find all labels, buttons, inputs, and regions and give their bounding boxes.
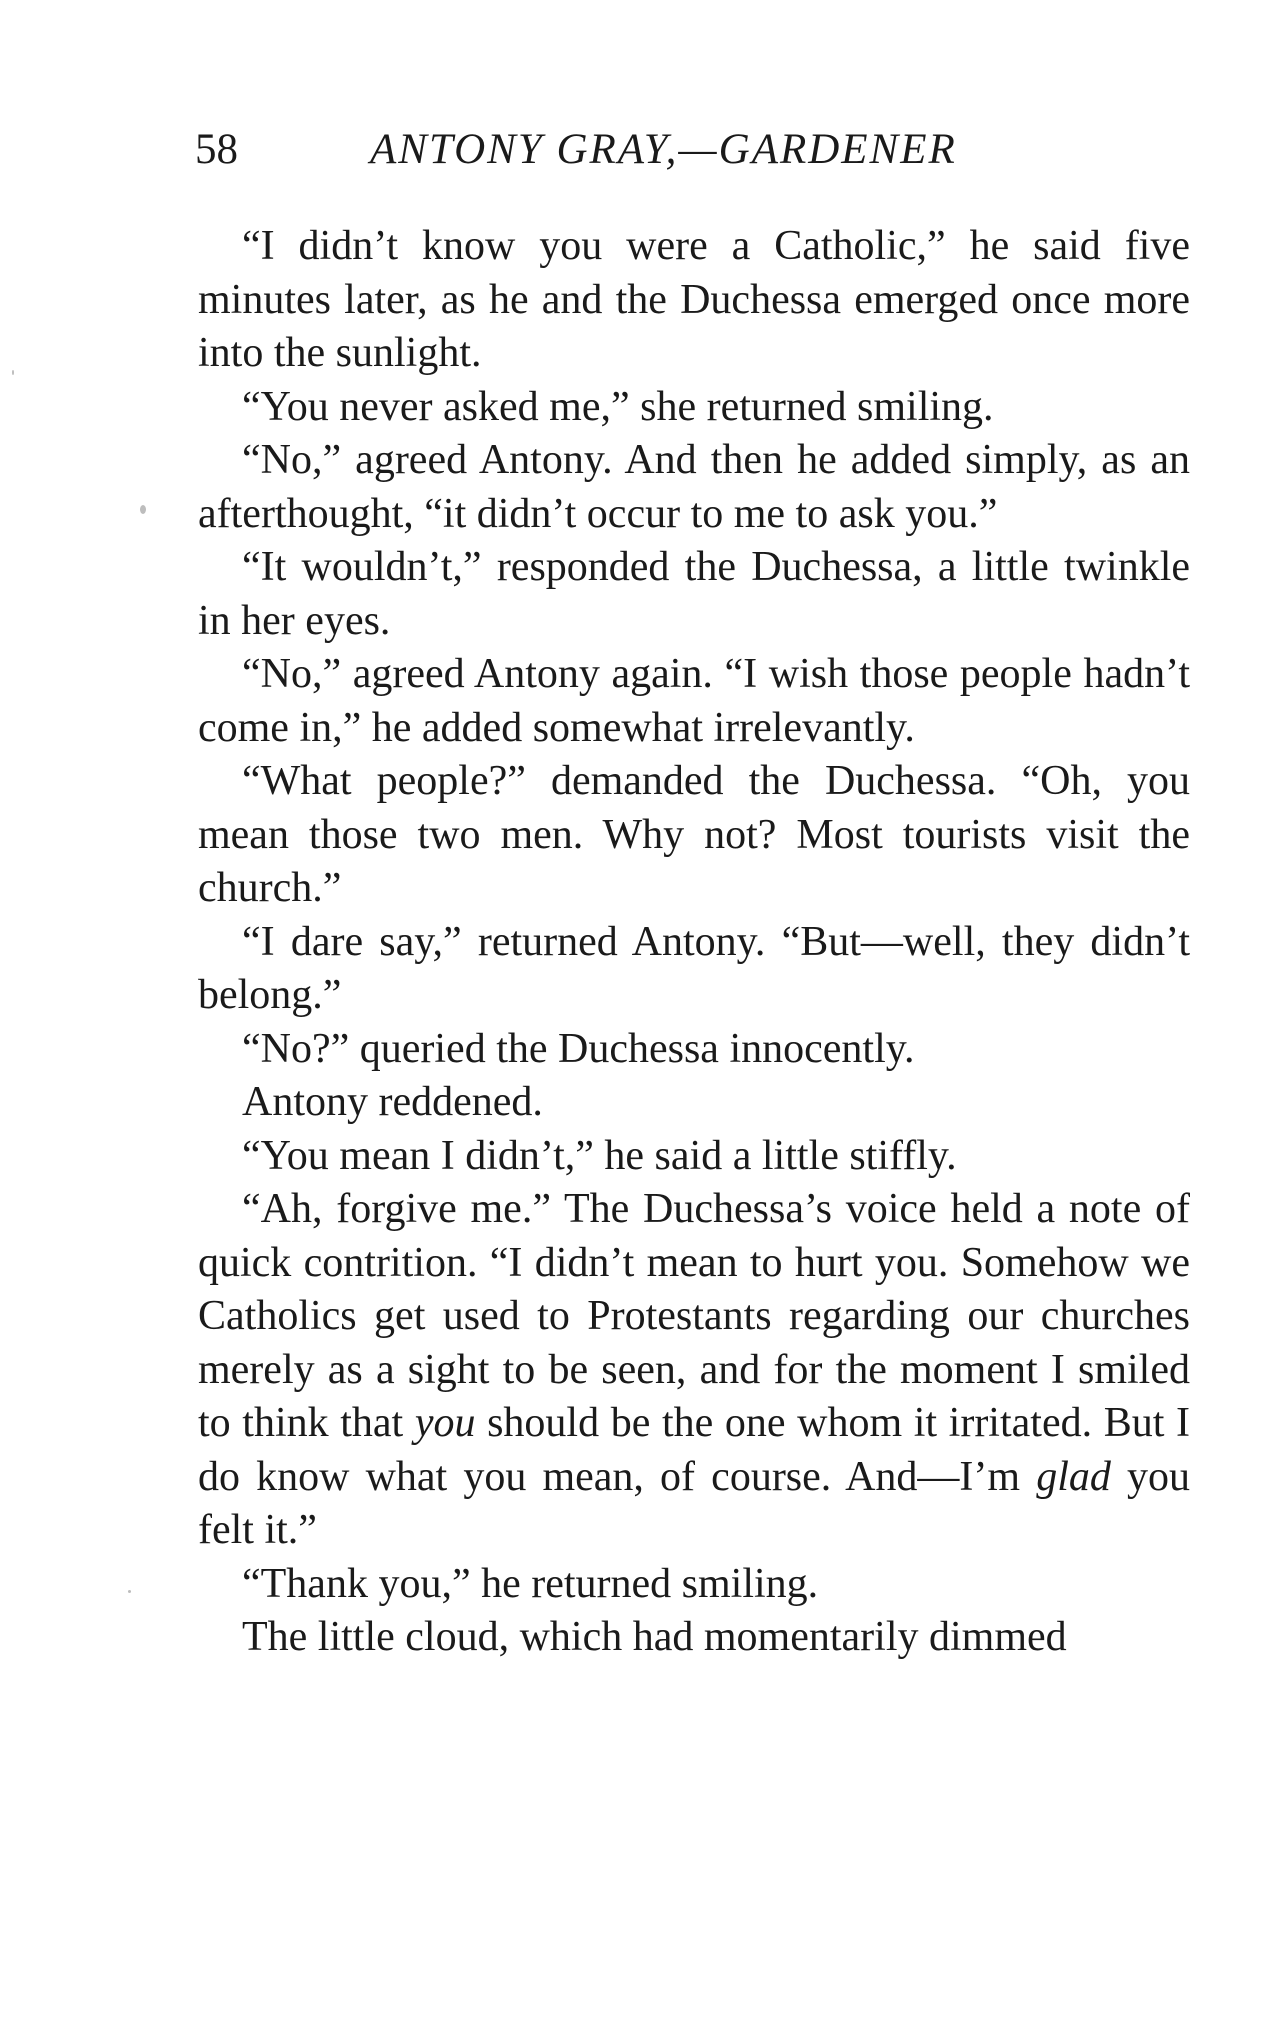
page-header [195, 120, 1095, 180]
text-run: The little cloud, which had momentarily dimmed [242, 1614, 1067, 1660]
text-run: “What people?” demanded the Duchessa. “Oh, you mean those two men. Why not? Most tourists visit the church.” [198, 758, 1190, 911]
paper-speck [140, 505, 146, 514]
text-run: Antony reddened. [242, 1079, 543, 1125]
text-run: “Thank you,” he returned smiling. [242, 1560, 819, 1607]
text-run: you felt it.” [198, 1453, 1191, 1553]
running-title: ANTONY GRAY,—GARDENER [370, 126, 957, 173]
paragraph [198, 1076, 1190, 1130]
text-run: “No?” queried the Duchessa innocently. [242, 1025, 915, 1072]
paragraph [198, 220, 1190, 381]
paragraph [198, 1183, 1190, 1558]
text-run: should be the one whom it irritated. But I do know what you mean, of course. And—I’m [198, 1400, 1190, 1500]
paragraph [198, 916, 1190, 1023]
paragraph [198, 434, 1190, 541]
paragraph [198, 1023, 1190, 1077]
paragraph [198, 1558, 1190, 1612]
paragraph [198, 381, 1190, 435]
text-run: “You mean I didn’t,” he said a little stiffly. [242, 1132, 957, 1179]
italic-emphasis: glad [1036, 1453, 1111, 1500]
text-run: “It wouldn’t,” responded the Duchessa, a little twinkle in her eyes. [198, 544, 1190, 644]
body-text [198, 220, 1190, 1665]
text-run: “You never asked me,” she returned smiling. [242, 383, 994, 430]
text-run: “Ah, forgive me.” The Duchessa’s voice held a note of quick contrition. “I didn’t mean to hurt you. Somehow we Catholics get used to Protestants regarding our churches merely as a sight to be seen, and for the moment I smiled to think that [198, 1186, 1190, 1446]
text-run: “No,” agreed Antony again. “I wish those people hadn’t come in,” he added somewhat irrelevantly. [198, 651, 1190, 751]
italic-emphasis: you [414, 1400, 476, 1446]
paper-speck [12, 370, 14, 375]
text-run: “I dare say,” returned Antony. “But—well, they didn’t belong.” [198, 918, 1190, 1018]
page-number: 58 [195, 126, 238, 173]
paragraph [198, 1611, 1190, 1665]
text-run: “No,” agreed Antony. And then he added simply, as an afterthought, “it didn’t occur to me to ask you.” [198, 437, 1190, 537]
paragraph [198, 541, 1190, 648]
paragraph [198, 648, 1190, 755]
paper-speck [128, 1590, 131, 1593]
text-run: “I didn’t know you were a Catholic,” he said five minutes later, as he and the Duchessa emerged once more into the sunlight. [198, 223, 1190, 376]
paragraph [198, 1130, 1190, 1184]
paragraph [198, 755, 1190, 916]
